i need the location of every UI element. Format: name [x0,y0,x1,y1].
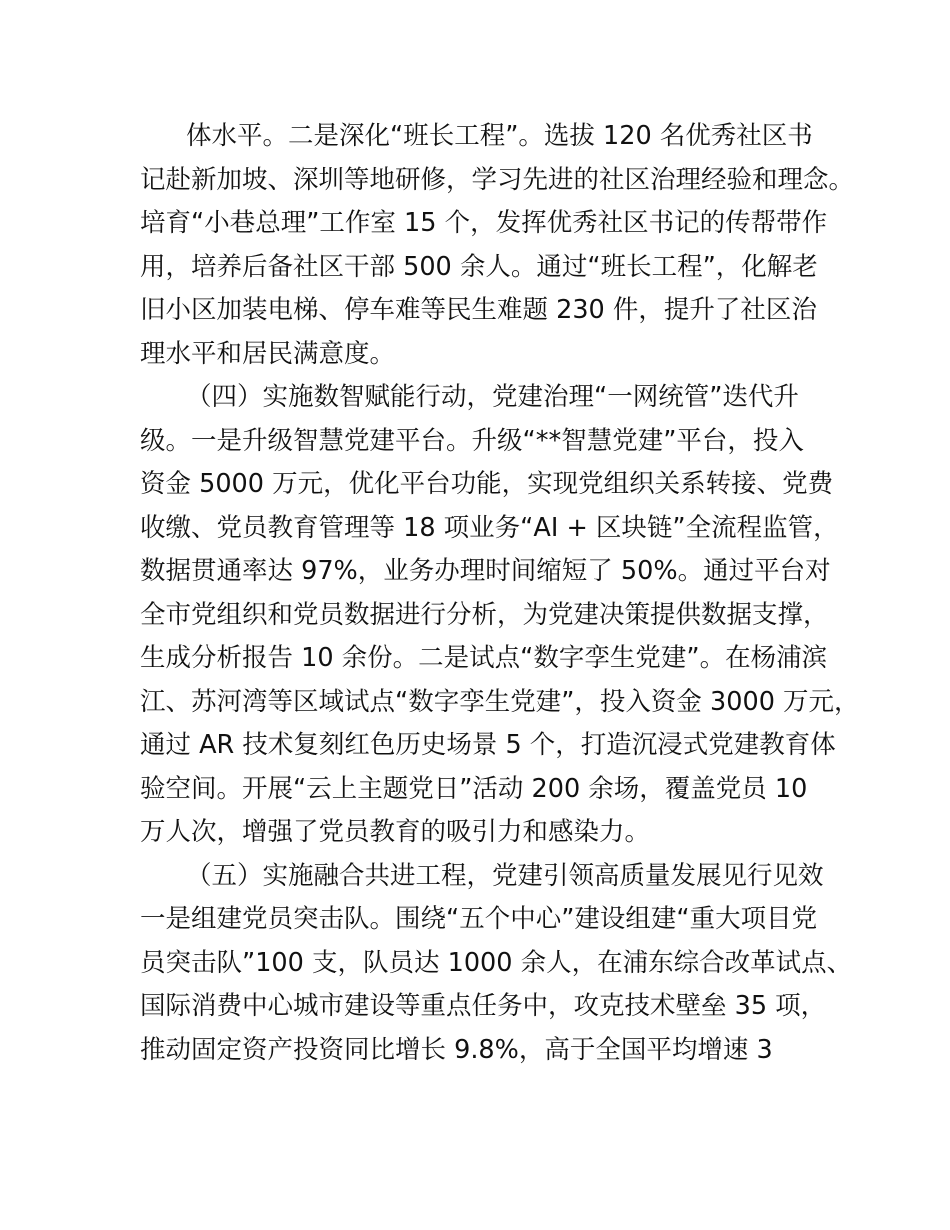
text-line: 一是组建党员突击队。围绕“五个中心”建设组建“重大项目党 [140,904,818,934]
text-line: 培育“小巷总理”工作室 15 个，发挥优秀社区书记的传帮带作 [140,208,828,238]
text-line: 员突击队”100 支，队员达 1000 余人，在浦东综合改革试点、 [140,947,853,978]
text-line: 江、苏河湾等区域试点“数字孪生党建”，投入资金 3000 万元， [140,686,860,717]
text-line: 推动固定资产投资同比增长 9.8%，高于全国平均增速 3 [140,1034,773,1065]
text-line: 收缴、党员教育管理等 18 项业务“AI + 区块链”全流程监管， [140,512,839,543]
text-line: 级。一是升级智慧党建平台。升级“**智慧党建”平台，投入 [140,425,804,456]
text-line: 生成分析报告 10 余份。二是试点“数字孪生党建”。在杨浦滨 [140,643,828,673]
text-line: （四）实施数智赋能行动，党建治理“一网统管”迭代升 [186,382,799,412]
text-line: 记赴新加坡、深圳等地研修，学习先进的社区治理经验和理念。 [140,164,855,195]
paragraph [140,115,855,376]
text-line: 万人次，增强了党员教育的吸引力和感染力。 [140,817,651,847]
text-line: （五）实施融合共进工程，党建引领高质量发展见行见效 [186,860,824,891]
text-line: 理水平和居民满意度。 [140,338,396,369]
text-line: 通过 AR 技术复刻红色历史场景 5 个，打造沉浸式党建教育体 [140,730,836,760]
paragraph [140,376,860,855]
text-line: 旧小区加装电梯、停车难等民生难题 230 件，提升了社区治 [140,295,817,325]
text-line: 数据贯通率达 97%，业务办理时间缩短了 50%。通过平台对 [140,556,831,586]
text-line: 用，培养后备社区干部 500 余人。通过“班长工程”，化解老 [140,251,818,282]
text-line: 全市党组织和党员数据进行分析，为党建决策提供数据支撑， [140,599,829,630]
text-line: 体水平。二是深化“班长工程”。选拔 120 名优秀社区书 [186,121,813,151]
text-line: 国际消费中心城市建设等重点任务中，攻克技术壁垒 35 项， [140,991,827,1021]
document-body [140,115,860,1072]
text-line: 资金 5000 万元，优化平台功能，实现党组织关系转接、党费 [140,469,834,499]
paragraph [140,855,853,1073]
text-line: 验空间。开展“云上主题党日”活动 200 余场，覆盖党员 10 [140,773,808,804]
